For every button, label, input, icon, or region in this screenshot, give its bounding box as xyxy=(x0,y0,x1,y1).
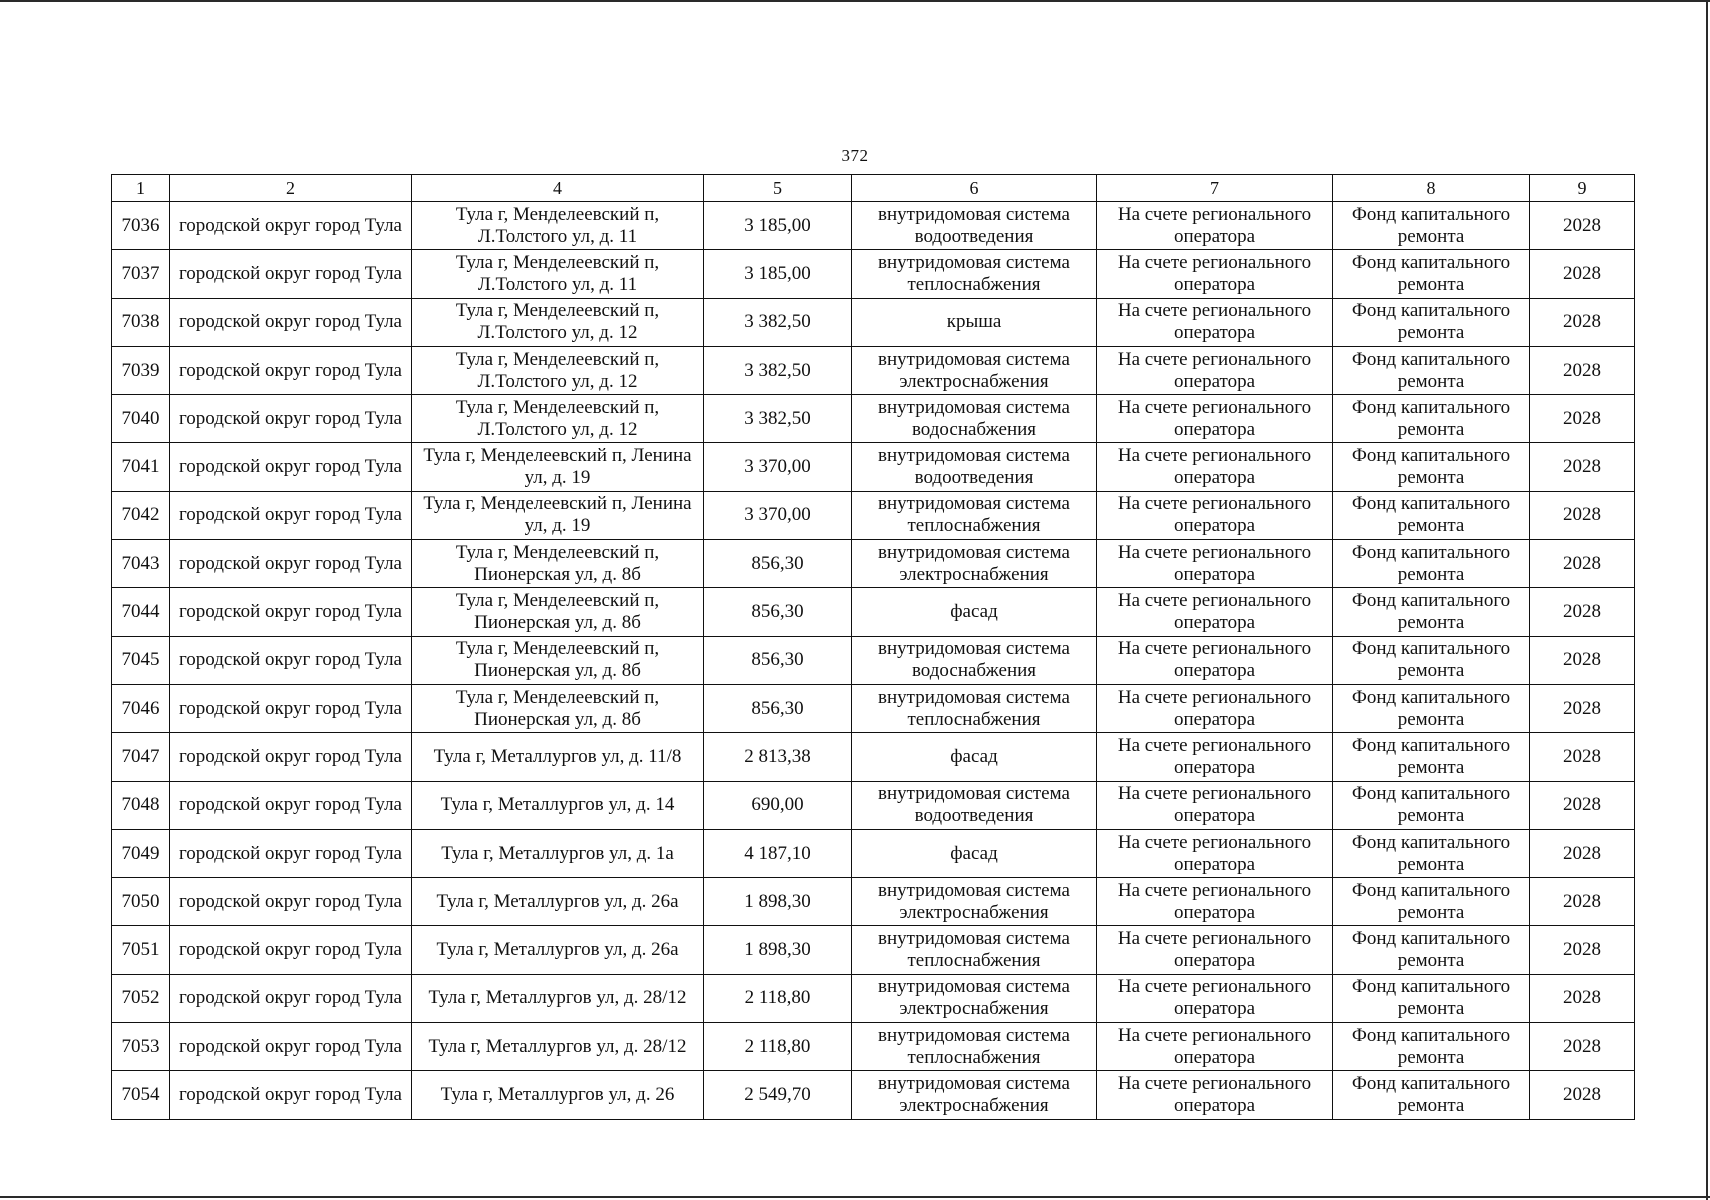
amount-cell: 4 187,10 xyxy=(704,829,852,877)
building-system-cell: внутридомовая система теплоснабжения xyxy=(852,684,1097,732)
building-system-cell: фасад xyxy=(852,829,1097,877)
address-cell: Тула г, Менделеевский п, Л.Толстого ул, д. 12 xyxy=(412,395,704,443)
row-number-cell: 7050 xyxy=(112,878,170,926)
address-cell: Тула г, Металлургов ул, д. 26а xyxy=(412,926,704,974)
account-type-cell: На счете регионального оператора xyxy=(1097,733,1333,781)
municipality-cell: городской округ город Тула xyxy=(170,346,412,394)
table-row xyxy=(112,202,1635,250)
row-number-cell: 7039 xyxy=(112,346,170,394)
table-row xyxy=(112,733,1635,781)
row-number-cell: 7047 xyxy=(112,733,170,781)
amount-cell: 3 382,50 xyxy=(704,298,852,346)
row-number-cell: 7051 xyxy=(112,926,170,974)
account-type-cell: На счете регионального оператора xyxy=(1097,443,1333,491)
amount-cell: 856,30 xyxy=(704,540,852,588)
table-row xyxy=(112,443,1635,491)
year-cell: 2028 xyxy=(1530,588,1635,636)
funding-source-cell: Фонд капитального ремонта xyxy=(1333,588,1530,636)
account-type-cell: На счете регионального оператора xyxy=(1097,298,1333,346)
header-cell: 2 xyxy=(170,175,412,202)
year-cell: 2028 xyxy=(1530,878,1635,926)
year-cell: 2028 xyxy=(1530,684,1635,732)
account-type-cell: На счете регионального оператора xyxy=(1097,878,1333,926)
table-row xyxy=(112,878,1635,926)
account-type-cell: На счете регионального оператора xyxy=(1097,540,1333,588)
funding-source-cell: Фонд капитального ремонта xyxy=(1333,443,1530,491)
building-system-cell: внутридомовая система электроснабжения xyxy=(852,878,1097,926)
account-type-cell: На счете регионального оператора xyxy=(1097,781,1333,829)
address-cell: Тула г, Менделеевский п, Пионерская ул, д. 8б xyxy=(412,636,704,684)
building-system-cell: внутридомовая система электроснабжения xyxy=(852,974,1097,1022)
funding-source-cell: Фонд капитального ремонта xyxy=(1333,974,1530,1022)
municipality-cell: городской округ город Тула xyxy=(170,636,412,684)
funding-source-cell: Фонд капитального ремонта xyxy=(1333,636,1530,684)
municipality-cell: городской округ город Тула xyxy=(170,1071,412,1119)
table-row xyxy=(112,636,1635,684)
address-cell: Тула г, Металлургов ул, д. 11/8 xyxy=(412,733,704,781)
row-number-cell: 7048 xyxy=(112,781,170,829)
amount-cell: 3 370,00 xyxy=(704,443,852,491)
row-number-cell: 7049 xyxy=(112,829,170,877)
address-cell: Тула г, Менделеевский п, Л.Толстого ул, д. 12 xyxy=(412,346,704,394)
address-cell: Тула г, Металлургов ул, д. 14 xyxy=(412,781,704,829)
account-type-cell: На счете регионального оператора xyxy=(1097,1023,1333,1071)
amount-cell: 1 898,30 xyxy=(704,878,852,926)
funding-source-cell: Фонд капитального ремонта xyxy=(1333,250,1530,298)
address-cell: Тула г, Менделеевский п, Л.Толстого ул, д. 11 xyxy=(412,202,704,250)
municipality-cell: городской округ город Тула xyxy=(170,202,412,250)
funding-source-cell: Фонд капитального ремонта xyxy=(1333,491,1530,539)
table-row xyxy=(112,588,1635,636)
header-row xyxy=(112,175,1635,202)
amount-cell: 3 370,00 xyxy=(704,491,852,539)
page-number: 372 xyxy=(841,146,869,165)
funding-source-cell: Фонд капитального ремонта xyxy=(1333,781,1530,829)
row-number-cell: 7036 xyxy=(112,202,170,250)
building-system-cell: внутридомовая система водоснабжения xyxy=(852,395,1097,443)
address-cell: Тула г, Менделеевский п, Пионерская ул, д. 8б xyxy=(412,588,704,636)
municipality-cell: городской округ город Тула xyxy=(170,395,412,443)
table-row xyxy=(112,540,1635,588)
building-system-cell: внутридомовая система теплоснабжения xyxy=(852,250,1097,298)
account-type-cell: На счете регионального оператора xyxy=(1097,588,1333,636)
row-number-cell: 7045 xyxy=(112,636,170,684)
municipality-cell: городской округ город Тула xyxy=(170,926,412,974)
table-row xyxy=(112,346,1635,394)
municipality-cell: городской округ город Тула xyxy=(170,829,412,877)
account-type-cell: На счете регионального оператора xyxy=(1097,491,1333,539)
funding-source-cell: Фонд капитального ремонта xyxy=(1333,829,1530,877)
table-row xyxy=(112,684,1635,732)
building-system-cell: внутридомовая система электроснабжения xyxy=(852,540,1097,588)
address-cell: Тула г, Менделеевский п, Л.Толстого ул, д. 12 xyxy=(412,298,704,346)
row-number-cell: 7044 xyxy=(112,588,170,636)
address-cell: Тула г, Металлургов ул, д. 26а xyxy=(412,878,704,926)
year-cell: 2028 xyxy=(1530,829,1635,877)
year-cell: 2028 xyxy=(1530,926,1635,974)
address-cell: Тула г, Менделеевский п, Ленина ул, д. 19 xyxy=(412,443,704,491)
header-cell: 5 xyxy=(704,175,852,202)
municipality-cell: городской округ город Тула xyxy=(170,781,412,829)
row-number-cell: 7041 xyxy=(112,443,170,491)
address-cell: Тула г, Менделеевский п, Пионерская ул, д. 8б xyxy=(412,540,704,588)
scan-border-bottom xyxy=(0,1196,1710,1198)
municipality-cell: городской округ город Тула xyxy=(170,443,412,491)
row-number-cell: 7054 xyxy=(112,1071,170,1119)
municipality-cell: городской округ город Тула xyxy=(170,1023,412,1071)
table-row xyxy=(112,781,1635,829)
amount-cell: 2 118,80 xyxy=(704,974,852,1022)
row-number-cell: 7046 xyxy=(112,684,170,732)
year-cell: 2028 xyxy=(1530,491,1635,539)
amount-cell: 2 549,70 xyxy=(704,1071,852,1119)
amount-cell: 856,30 xyxy=(704,588,852,636)
account-type-cell: На счете регионального оператора xyxy=(1097,202,1333,250)
funding-source-cell: Фонд капитального ремонта xyxy=(1333,684,1530,732)
municipality-cell: городской округ город Тула xyxy=(170,733,412,781)
municipality-cell: городской округ город Тула xyxy=(170,684,412,732)
table-row xyxy=(112,250,1635,298)
municipality-cell: городской округ город Тула xyxy=(170,540,412,588)
building-system-cell: фасад xyxy=(852,733,1097,781)
amount-cell: 3 185,00 xyxy=(704,202,852,250)
year-cell: 2028 xyxy=(1530,395,1635,443)
header-cell: 9 xyxy=(1530,175,1635,202)
header-cell: 6 xyxy=(852,175,1097,202)
funding-source-cell: Фонд капитального ремонта xyxy=(1333,202,1530,250)
amount-cell: 856,30 xyxy=(704,684,852,732)
table-row xyxy=(112,491,1635,539)
municipality-cell: городской округ город Тула xyxy=(170,588,412,636)
scan-border-top xyxy=(0,0,1710,2)
year-cell: 2028 xyxy=(1530,1071,1635,1119)
repair-register-table xyxy=(111,174,1635,1120)
municipality-cell: городской округ город Тула xyxy=(170,250,412,298)
amount-cell: 2 813,38 xyxy=(704,733,852,781)
table-row xyxy=(112,926,1635,974)
address-cell: Тула г, Менделеевский п, Ленина ул, д. 19 xyxy=(412,491,704,539)
table-body xyxy=(112,202,1635,1120)
account-type-cell: На счете регионального оператора xyxy=(1097,684,1333,732)
row-number-cell: 7053 xyxy=(112,1023,170,1071)
table-row xyxy=(112,974,1635,1022)
year-cell: 2028 xyxy=(1530,781,1635,829)
building-system-cell: фасад xyxy=(852,588,1097,636)
funding-source-cell: Фонд капитального ремонта xyxy=(1333,540,1530,588)
funding-source-cell: Фонд капитального ремонта xyxy=(1333,395,1530,443)
row-number-cell: 7037 xyxy=(112,250,170,298)
account-type-cell: На счете регионального оператора xyxy=(1097,926,1333,974)
building-system-cell: внутридомовая система водоотведения xyxy=(852,202,1097,250)
address-cell: Тула г, Металлургов ул, д. 28/12 xyxy=(412,1023,704,1071)
address-cell: Тула г, Металлургов ул, д. 26 xyxy=(412,1071,704,1119)
header-cell: 1 xyxy=(112,175,170,202)
address-cell: Тула г, Металлургов ул, д. 1а xyxy=(412,829,704,877)
amount-cell: 3 382,50 xyxy=(704,395,852,443)
amount-cell: 3 382,50 xyxy=(704,346,852,394)
table-row xyxy=(112,1071,1635,1119)
year-cell: 2028 xyxy=(1530,974,1635,1022)
funding-source-cell: Фонд капитального ремонта xyxy=(1333,878,1530,926)
municipality-cell: городской округ город Тула xyxy=(170,974,412,1022)
year-cell: 2028 xyxy=(1530,733,1635,781)
municipality-cell: городской округ город Тула xyxy=(170,878,412,926)
year-cell: 2028 xyxy=(1530,298,1635,346)
scan-border-right xyxy=(1706,0,1708,1200)
funding-source-cell: Фонд капитального ремонта xyxy=(1333,346,1530,394)
year-cell: 2028 xyxy=(1530,250,1635,298)
amount-cell: 856,30 xyxy=(704,636,852,684)
header-cell: 8 xyxy=(1333,175,1530,202)
building-system-cell: крыша xyxy=(852,298,1097,346)
row-number-cell: 7052 xyxy=(112,974,170,1022)
year-cell: 2028 xyxy=(1530,540,1635,588)
header-cell: 4 xyxy=(412,175,704,202)
year-cell: 2028 xyxy=(1530,443,1635,491)
building-system-cell: внутридомовая система электроснабжения xyxy=(852,346,1097,394)
header-cell: 7 xyxy=(1097,175,1333,202)
funding-source-cell: Фонд капитального ремонта xyxy=(1333,1071,1530,1119)
funding-source-cell: Фонд капитального ремонта xyxy=(1333,298,1530,346)
address-cell: Тула г, Металлургов ул, д. 28/12 xyxy=(412,974,704,1022)
row-number-cell: 7043 xyxy=(112,540,170,588)
account-type-cell: На счете регионального оператора xyxy=(1097,829,1333,877)
building-system-cell: внутридомовая система водоотведения xyxy=(852,781,1097,829)
row-number-cell: 7040 xyxy=(112,395,170,443)
municipality-cell: городской округ город Тула xyxy=(170,298,412,346)
building-system-cell: внутридомовая система теплоснабжения xyxy=(852,491,1097,539)
building-system-cell: внутридомовая система теплоснабжения xyxy=(852,926,1097,974)
account-type-cell: На счете регионального оператора xyxy=(1097,974,1333,1022)
account-type-cell: На счете регионального оператора xyxy=(1097,636,1333,684)
funding-source-cell: Фонд капитального ремонта xyxy=(1333,926,1530,974)
funding-source-cell: Фонд капитального ремонта xyxy=(1333,1023,1530,1071)
address-cell: Тула г, Менделеевский п, Л.Толстого ул, д. 11 xyxy=(412,250,704,298)
table-row xyxy=(112,298,1635,346)
year-cell: 2028 xyxy=(1530,636,1635,684)
account-type-cell: На счете регионального оператора xyxy=(1097,1071,1333,1119)
account-type-cell: На счете регионального оператора xyxy=(1097,346,1333,394)
year-cell: 2028 xyxy=(1530,202,1635,250)
building-system-cell: внутридомовая система водоотведения xyxy=(852,443,1097,491)
table-row xyxy=(112,1023,1635,1071)
amount-cell: 2 118,80 xyxy=(704,1023,852,1071)
year-cell: 2028 xyxy=(1530,346,1635,394)
row-number-cell: 7038 xyxy=(112,298,170,346)
building-system-cell: внутридомовая система водоснабжения xyxy=(852,636,1097,684)
funding-source-cell: Фонд капитального ремонта xyxy=(1333,733,1530,781)
table-row xyxy=(112,829,1635,877)
amount-cell: 3 185,00 xyxy=(704,250,852,298)
building-system-cell: внутридомовая система электроснабжения xyxy=(852,1071,1097,1119)
row-number-cell: 7042 xyxy=(112,491,170,539)
address-cell: Тула г, Менделеевский п, Пионерская ул, д. 8б xyxy=(412,684,704,732)
building-system-cell: внутридомовая система теплоснабжения xyxy=(852,1023,1097,1071)
amount-cell: 690,00 xyxy=(704,781,852,829)
account-type-cell: На счете регионального оператора xyxy=(1097,250,1333,298)
year-cell: 2028 xyxy=(1530,1023,1635,1071)
table-row xyxy=(112,395,1635,443)
municipality-cell: городской округ город Тула xyxy=(170,491,412,539)
account-type-cell: На счете регионального оператора xyxy=(1097,395,1333,443)
amount-cell: 1 898,30 xyxy=(704,926,852,974)
